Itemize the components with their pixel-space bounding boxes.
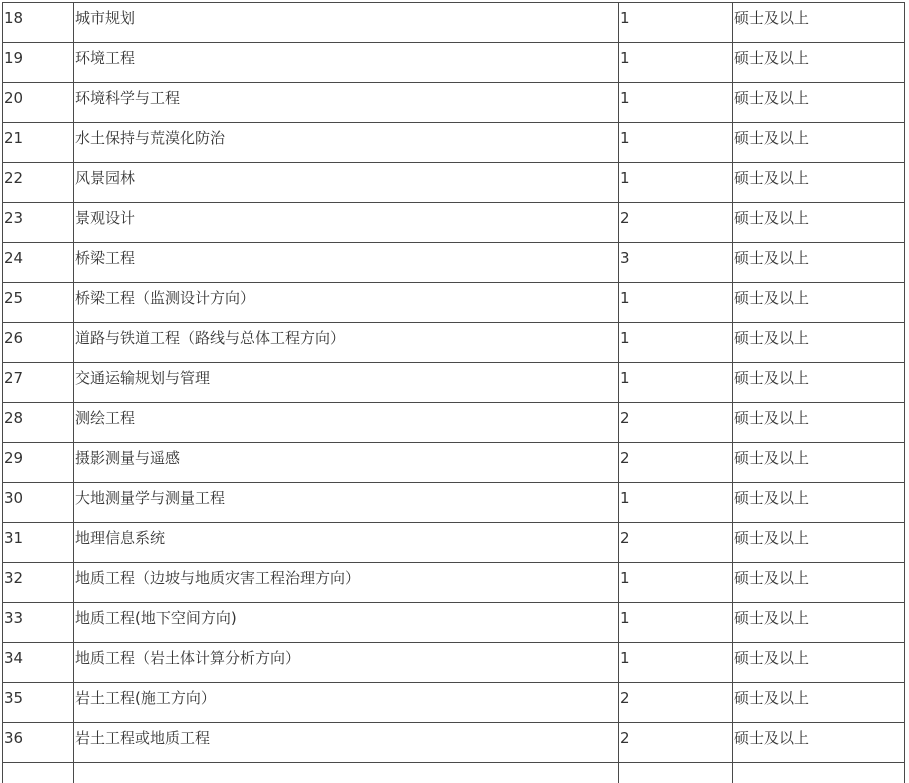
degree-requirement: 硕士及以上: [733, 203, 905, 243]
row-number: 34: [3, 643, 74, 683]
table-row-cut-off: [3, 763, 905, 783]
empty-cell: [3, 763, 74, 783]
table-row: [3, 323, 905, 363]
degree-requirement: 硕士及以上: [733, 643, 905, 683]
row-number: 31: [3, 523, 74, 563]
major-name: 环境科学与工程: [74, 83, 619, 123]
position-count: 2: [619, 443, 733, 483]
table-row: [3, 403, 905, 443]
degree-requirement: 硕士及以上: [733, 243, 905, 283]
major-name: 地质工程（边坡与地质灾害工程治理方向）: [74, 563, 619, 603]
row-number: 32: [3, 563, 74, 603]
row-number: 25: [3, 283, 74, 323]
table-row: [3, 83, 905, 123]
table-row: [3, 243, 905, 283]
position-count: 2: [619, 523, 733, 563]
position-count: 1: [619, 323, 733, 363]
table-row: [3, 563, 905, 603]
row-number: 22: [3, 163, 74, 203]
table-row: [3, 163, 905, 203]
row-number: 20: [3, 83, 74, 123]
major-name: 桥梁工程（监测设计方向）: [74, 283, 619, 323]
major-name: 环境工程: [74, 43, 619, 83]
position-count: 1: [619, 563, 733, 603]
recruitment-table: [2, 2, 905, 783]
row-number: 29: [3, 443, 74, 483]
table-row: [3, 3, 905, 43]
table-row: [3, 643, 905, 683]
degree-requirement: 硕士及以上: [733, 683, 905, 723]
position-count: 1: [619, 163, 733, 203]
table-row: [3, 483, 905, 523]
degree-requirement: 硕士及以上: [733, 363, 905, 403]
degree-requirement: 硕士及以上: [733, 563, 905, 603]
major-name: 交通运输规划与管理: [74, 363, 619, 403]
position-count: 3: [619, 243, 733, 283]
position-count: 1: [619, 363, 733, 403]
table-body: [3, 3, 905, 783]
degree-requirement: 硕士及以上: [733, 603, 905, 643]
degree-requirement: 硕士及以上: [733, 163, 905, 203]
major-name: 桥梁工程: [74, 243, 619, 283]
row-number: 28: [3, 403, 74, 443]
table-row: [3, 43, 905, 83]
degree-requirement: 硕士及以上: [733, 43, 905, 83]
major-name: 地理信息系统: [74, 523, 619, 563]
row-number: 24: [3, 243, 74, 283]
position-count: 1: [619, 123, 733, 163]
position-count: 2: [619, 723, 733, 763]
position-count: 1: [619, 643, 733, 683]
position-count: 1: [619, 3, 733, 43]
degree-requirement: 硕士及以上: [733, 723, 905, 763]
major-name: 水土保持与荒漠化防治: [74, 123, 619, 163]
table-row: [3, 603, 905, 643]
table-row: [3, 723, 905, 763]
empty-cell: [733, 763, 905, 783]
major-name: 摄影测量与遥感: [74, 443, 619, 483]
position-count: 1: [619, 603, 733, 643]
row-number: 26: [3, 323, 74, 363]
major-name: 岩土工程或地质工程: [74, 723, 619, 763]
major-name: 道路与铁道工程（路线与总体工程方向）: [74, 323, 619, 363]
row-number: 36: [3, 723, 74, 763]
table-row: [3, 523, 905, 563]
major-name: 地质工程(地下空间方向): [74, 603, 619, 643]
empty-cell: [619, 763, 733, 783]
row-number: 27: [3, 363, 74, 403]
degree-requirement: 硕士及以上: [733, 523, 905, 563]
degree-requirement: 硕士及以上: [733, 283, 905, 323]
degree-requirement: 硕士及以上: [733, 3, 905, 43]
position-count: 1: [619, 43, 733, 83]
table-row: [3, 203, 905, 243]
major-name: 城市规划: [74, 3, 619, 43]
row-number: 23: [3, 203, 74, 243]
position-count: 2: [619, 203, 733, 243]
degree-requirement: 硕士及以上: [733, 403, 905, 443]
major-name: 风景园林: [74, 163, 619, 203]
table-row: [3, 683, 905, 723]
table-row: [3, 123, 905, 163]
empty-cell: [74, 763, 619, 783]
position-count: 2: [619, 683, 733, 723]
row-number: 19: [3, 43, 74, 83]
row-number: 21: [3, 123, 74, 163]
position-count: 1: [619, 283, 733, 323]
major-name: 景观设计: [74, 203, 619, 243]
degree-requirement: 硕士及以上: [733, 483, 905, 523]
row-number: 35: [3, 683, 74, 723]
major-name: 地质工程（岩土体计算分析方向）: [74, 643, 619, 683]
row-number: 18: [3, 3, 74, 43]
degree-requirement: 硕士及以上: [733, 123, 905, 163]
position-count: 2: [619, 403, 733, 443]
degree-requirement: 硕士及以上: [733, 83, 905, 123]
table-row: [3, 443, 905, 483]
position-count: 1: [619, 83, 733, 123]
degree-requirement: 硕士及以上: [733, 443, 905, 483]
row-number: 30: [3, 483, 74, 523]
major-name: 测绘工程: [74, 403, 619, 443]
row-number: 33: [3, 603, 74, 643]
major-name: 岩土工程(施工方向）: [74, 683, 619, 723]
major-name: 大地测量学与测量工程: [74, 483, 619, 523]
degree-requirement: 硕士及以上: [733, 323, 905, 363]
table-row: [3, 283, 905, 323]
position-count: 1: [619, 483, 733, 523]
table-row: [3, 363, 905, 403]
